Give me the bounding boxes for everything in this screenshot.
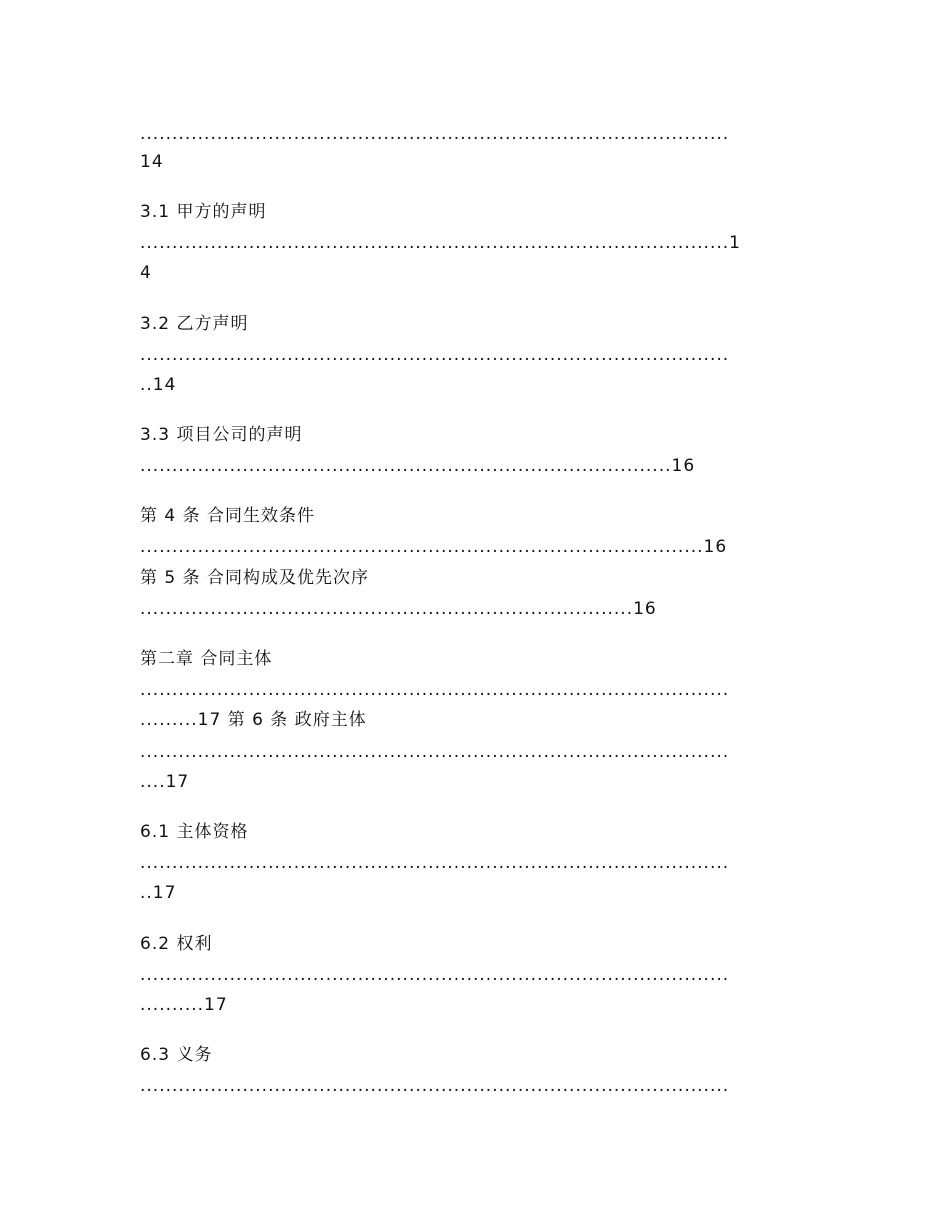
toc-dot-leader: ............................................................................................ — [140, 345, 730, 365]
toc-entry-3-1: 3.1 甲方的声明 — [140, 202, 267, 222]
toc-dot-leader-with-page: ........................................................................................16 — [140, 537, 728, 557]
toc-dot-leader: ............................................................................................ — [140, 124, 730, 144]
toc-dot-leader: ............................................................................................ — [140, 742, 730, 762]
toc-dot-leader: ............................................................................................ — [140, 853, 730, 873]
toc-dot-leader: ............................................................................................ — [140, 965, 730, 985]
toc-page-number: ..17 — [140, 883, 177, 903]
toc-entry-6-3: 6.3 义务 — [140, 1045, 213, 1065]
toc-page-number: ..........17 — [140, 995, 228, 1015]
toc-page-number: 14 — [140, 152, 164, 172]
toc-entry-6-2: 6.2 权利 — [140, 934, 213, 954]
toc-entry-chapter-2: 第二章 合同主体 — [140, 649, 273, 669]
toc-dot-leader: ............................................................................................ — [140, 680, 730, 700]
toc-entry-article-4: 第 4 条 合同生效条件 — [140, 506, 316, 526]
toc-entry-article-5: 第 5 条 合同构成及优先次序 — [140, 568, 370, 588]
toc-dot-leader-with-page: .............................................................................16 — [140, 599, 657, 619]
toc-entry-3-2: 3.2 乙方声明 — [140, 314, 249, 334]
toc-page-number: 4 — [140, 263, 152, 283]
toc-entry-3-3: 3.3 项目公司的声明 — [140, 425, 303, 445]
toc-page-number: ....17 — [140, 772, 190, 792]
toc-entry-6-1: 6.1 主体资格 — [140, 822, 249, 842]
toc-dot-leader-with-page: ...................................................................................16 — [140, 456, 696, 476]
toc-dot-leader: ............................................................................................1 — [140, 233, 741, 253]
toc-page-number: ..14 — [140, 375, 177, 395]
toc-entry-article-6: .........17 第 6 条 政府主体 — [140, 710, 367, 730]
toc-dot-leader: ............................................................................................ — [140, 1076, 730, 1096]
